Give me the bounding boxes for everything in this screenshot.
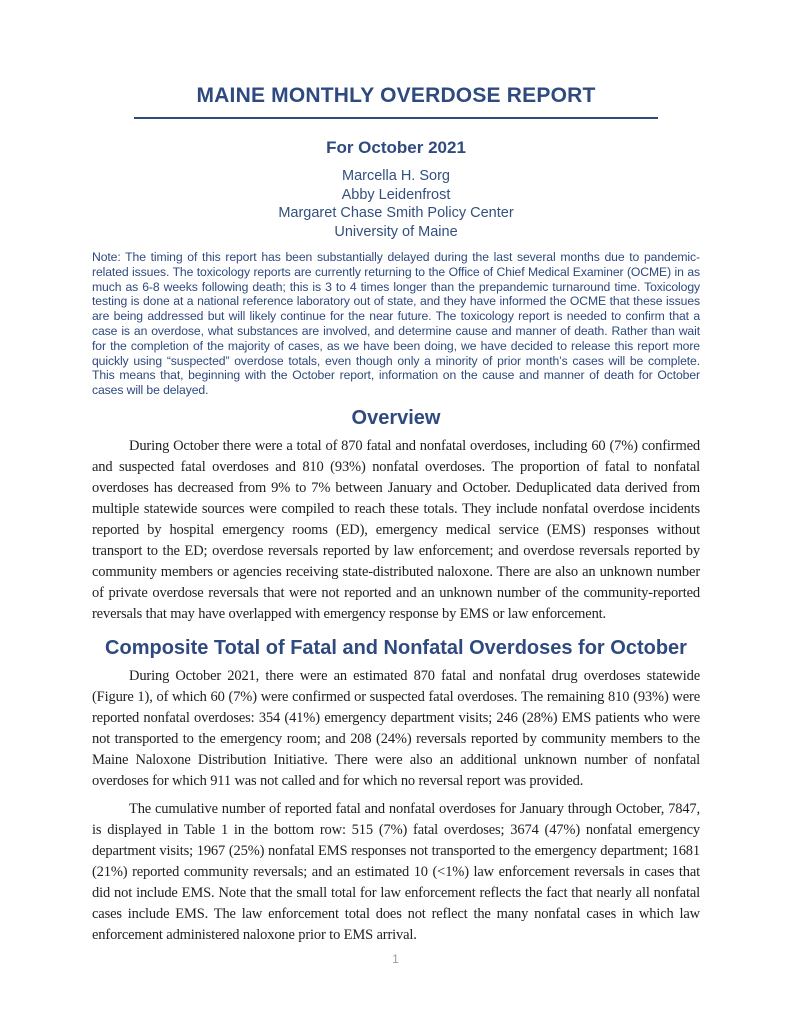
report-subtitle: For October 2021 <box>326 138 466 157</box>
report-title: MAINE MONTHLY OVERDOSE REPORT <box>196 84 596 107</box>
author-block <box>92 167 700 241</box>
composite-paragraph-1: During October 2021, there were an estimated 870 fatal and nonfatal drug overdoses statewide (Figure 1), of which 60 (7%) were confirmed or suspected fatal overdoses. The remaining 810 (93%) were reported nonfatal overdoses: 354 (41%) emergency department visits; 246 (28%) EMS patients who were not transported to the emergency room; and 208 (24%) reversals reported by community members to the Maine Naloxone Distribution Initiative. There were also an additional unknown number of nonfatal overdoses for which 911 was not called and for which no reversal report was provided. <box>92 667 700 789</box>
author-line-3: Margaret Chase Smith Policy Center <box>278 205 514 221</box>
author-line-4: University of Maine <box>334 223 458 240</box>
composite-paragraph-2: The cumulative number of reported fatal and nonfatal overdoses for January through October, 7847, is displayed in Table 1 in the bottom row: 515 (7%) fatal overdoses; 3674 (47%) nonfatal emergency department visits; 1967 (25%) nonfatal EMS responses not transported to the emergency department; 1681 (21%) reported community reversals; and an estimated 10 (<1%) law enforcement reversals in cases that did not include EMS. Note that the small total for law enforcement reflects the fact that nearly all nonfatal cases include EMS. The law enforcement total does not reflect the many nonfatal cases in which law enforcement administered naloxone prior to EMS arrival. <box>92 800 700 943</box>
title-divider <box>134 117 658 119</box>
delay-note-paragraph: Note: The timing of this report has been substantially delayed during the last several months due to pandemic-related issues. The toxicology reports are currently returning to the Office of Chief Medical Examiner (OCME) in as much as 6-8 weeks following death; this is 3 to 4 times longer than the prepandemic turnaround time. Toxicology testing is done at a national reference laboratory out of state, and they have informed the OCME that these issues are being addressed but will likely continue for the near future. The toxicology report is needed to confirm that a case is an overdose, what substances are involved, and determine cause and manner of death. Rather than wait for the completion of the majority of cases, as we have been doing, we have decided to release this report more quickly using “suspected” overdose totals, even though only a minority of prior month’s cases will be complete. This means that, beginning with the October report, information on the cause and manner of death for October cases will be delayed. <box>92 250 700 398</box>
author-line-2: Abby Leidenfrost <box>341 186 451 203</box>
page-number: 1 <box>392 952 399 966</box>
section-heading-composite-total: Composite Total of Fatal and Nonfatal Overdoses for October <box>105 636 687 659</box>
author-line-1: Marcella H. Sorg <box>342 168 450 184</box>
overview-paragraph: During October there were a total of 870 fatal and nonfatal overdoses, including 60 (7%) confirmed and suspected fatal overdoses and 810 (93%) nonfatal overdoses. The proportion of fatal to nonfatal overdoses has decreased from 9% to 7% between January and October. Deduplicated data derived from multiple statewide sources were compiled to reach these totals. They include nonfatal overdose incidents reported by hospital emergency rooms (ED), emergency medical service (EMS) responses without transport to the ED; overdose reversals reported by law enforcement; and overdose reversals reported by community members or agencies receiving state-distributed naloxone. There are also an unknown number of private overdose reversals that were not reported and an unknown number of the community-reported reversals that may have overlapped with emergency response by EMS or law enforcement. <box>92 437 700 622</box>
section-heading-overview: Overview <box>351 406 441 429</box>
